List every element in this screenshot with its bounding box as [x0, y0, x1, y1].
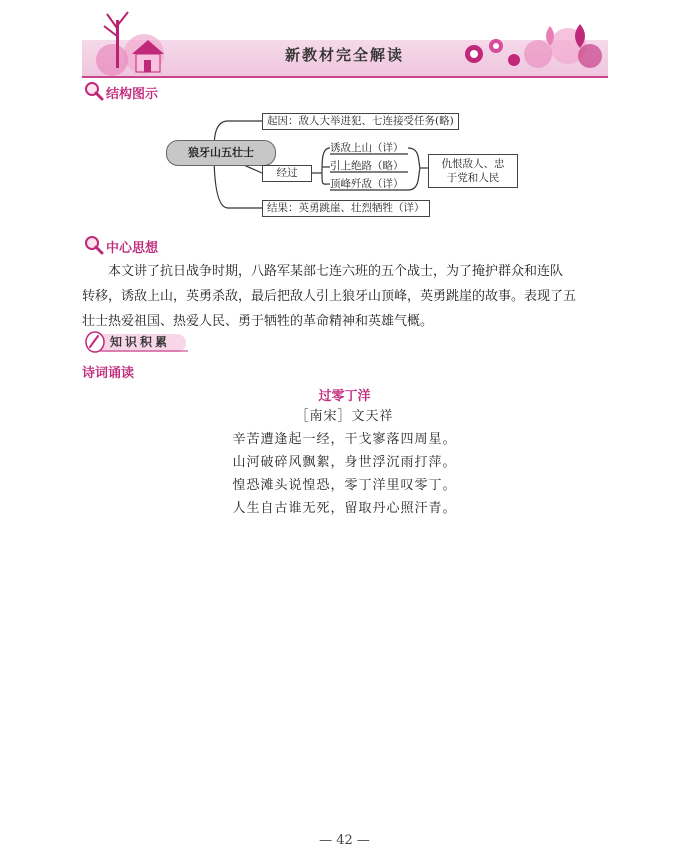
central-idea-line: 壮士热爱祖国、热爱人民、勇于牺牲的革命精神和英雄气概。	[82, 314, 434, 329]
central-idea-line: 转移，诱敌上山，英勇杀敌，最后把敌人引上狼牙山顶峰，英勇跳崖的故事。表现了五	[82, 289, 577, 304]
poem-line: 惶恐滩头说惶恐，零丁洋里叹零丁。	[232, 478, 457, 493]
central-idea-line: 本文讲了抗日战争时期，八路军某部七连六班的五个战士，为了掩护群众和连队	[108, 264, 564, 279]
mind-map-result: 结果：英勇跳崖、壮烈牺牲（详）	[262, 200, 430, 217]
mind-map-summary-line: 于党和人民	[446, 172, 500, 184]
poem-author: ［南宋］文天祥	[295, 409, 394, 424]
poetry-reading-heading: 诗词诵读	[82, 366, 135, 381]
poem-title: 过零丁洋	[318, 389, 371, 404]
section-title-knowledge: 知识积累	[110, 335, 171, 349]
mind-map-cause: 起因：敌人大举进犯、七连接受任务(略)	[262, 113, 459, 130]
magnifier-icon	[82, 234, 104, 256]
mind-map-process-item: 诱敌上山（详）	[330, 142, 404, 154]
mind-map-root: 狼牙山五壮士	[166, 140, 276, 166]
mind-map-process-item: 顶峰歼敌（详）	[330, 178, 404, 190]
page-number: — 42 —	[319, 833, 370, 848]
section-title-structure: 结构图示	[106, 87, 159, 102]
poem-line: 山河破碎风飘絮，身世浮沉雨打萍。	[232, 455, 457, 470]
header-title: 新教材完全解读	[284, 46, 404, 64]
poem-line: 人生自古谁无死，留取丹心照汗青。	[232, 501, 457, 516]
mind-map-process-item: 引上绝路（略）	[330, 160, 404, 172]
poem-line: 辛苦遭逢起一经，干戈寥落四周星。	[232, 432, 457, 447]
mind-map-summary	[428, 154, 518, 188]
mind-map-process-label: 经过	[262, 165, 312, 182]
mind-map-summary-line: 仇恨敌人、忠	[441, 158, 505, 170]
section-title-central-idea: 中心思想	[106, 241, 159, 256]
